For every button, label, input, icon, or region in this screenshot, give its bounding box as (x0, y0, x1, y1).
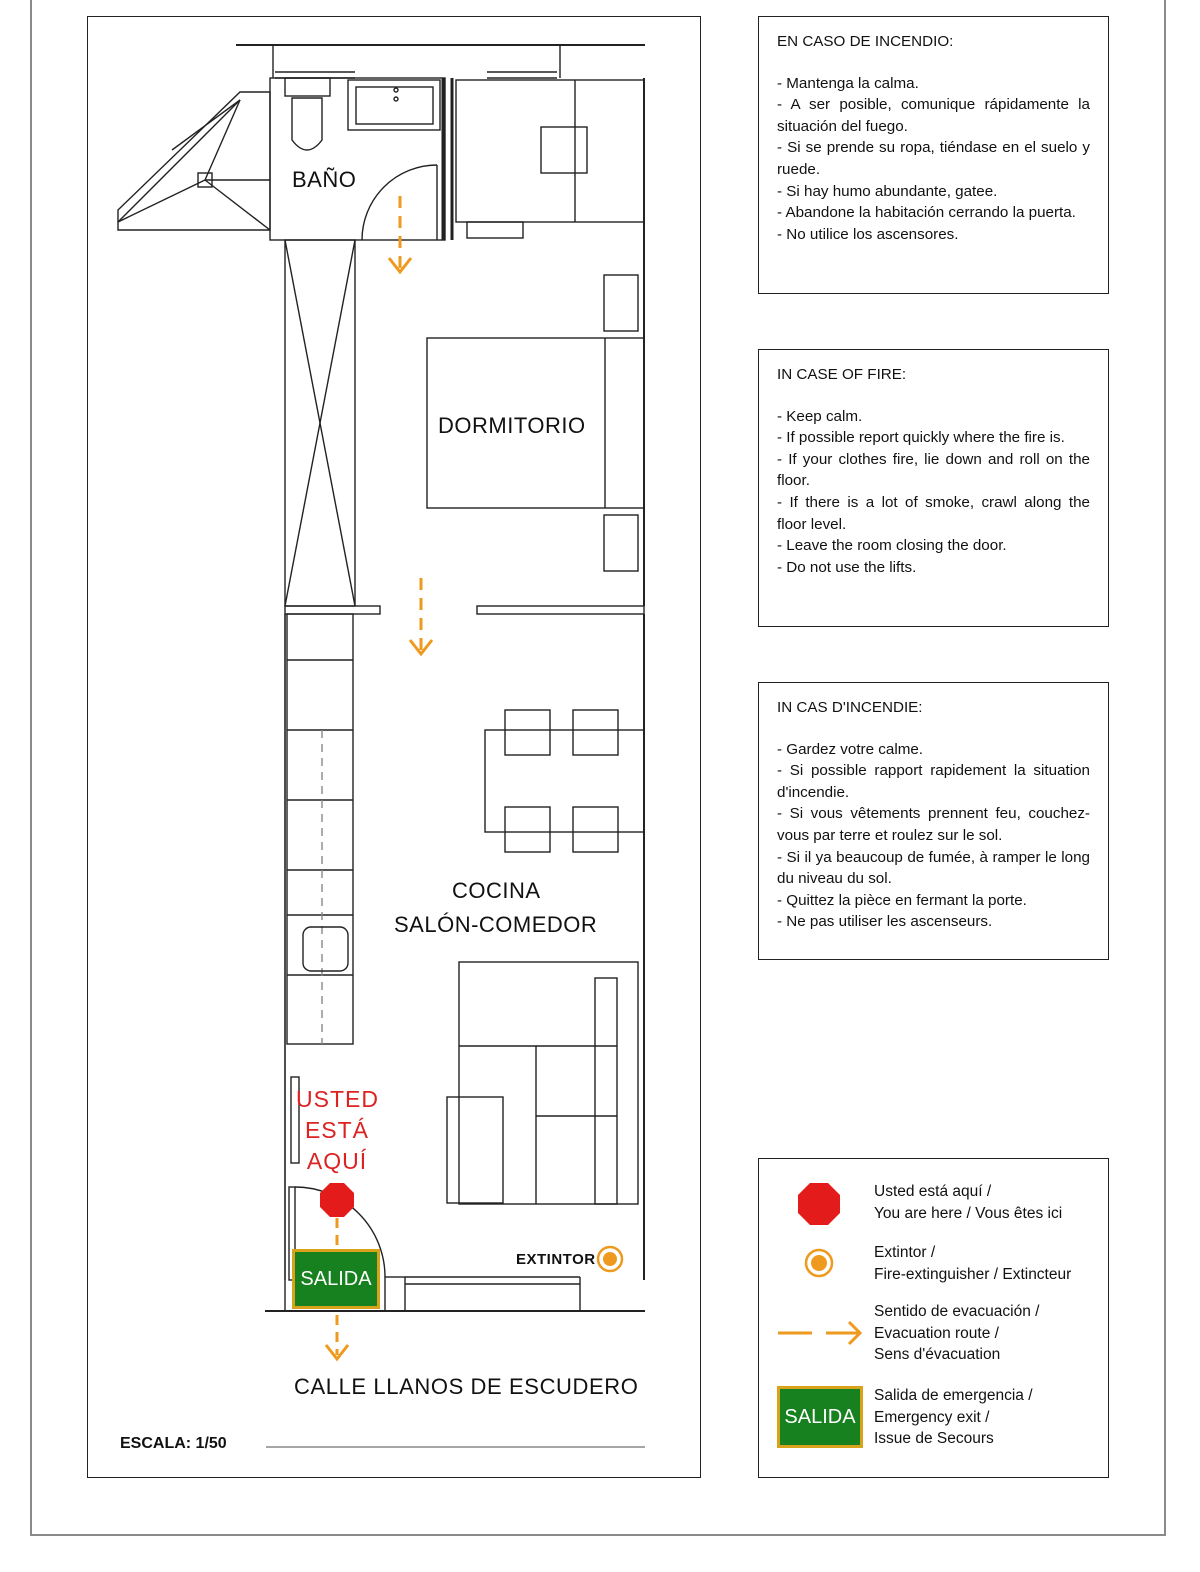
instruction-item: - Si possible rapport rapidement la situation d'incendie. (777, 762, 1090, 801)
instruction-item: - Si hay humo abundante, gatee. (777, 182, 998, 200)
legend-line: Evacuation route / (874, 1324, 999, 1342)
legend-line: Salida de emergencia / (874, 1387, 1033, 1404)
you-are-here-label (296, 1084, 378, 1177)
extinguisher-label: EXTINTOR (516, 1251, 596, 1268)
legend-exit-text (874, 1385, 1033, 1450)
instruction-item: - If there is a lot of smoke, crawl along the floor level. (777, 493, 1090, 533)
legend-line: You are here / Vous êtes ici (874, 1204, 1063, 1222)
legend-line: Usted está aquí / (874, 1183, 992, 1200)
instruction-item: - Quittez la pièce en fermant la porte. (777, 891, 1027, 909)
legend-line: Sens d'évacuation (874, 1346, 1001, 1363)
legend-line: Extintor / (874, 1244, 936, 1261)
instruction-item: - Keep calm. (777, 407, 863, 425)
instruction-item: - Gardez votre calme. (777, 740, 924, 758)
instruction-item: - If your clothes fire, lie down and roll on the floor. (777, 450, 1090, 490)
instructions-english (758, 349, 1109, 627)
legend-line: Fire-extinguisher / Extincteur (874, 1265, 1072, 1283)
legend-evacuation-text (874, 1301, 1039, 1366)
bedroom-label: DORMITORIO (438, 413, 586, 438)
instruction-item: - No utilice los ascensores. (777, 225, 959, 243)
instructions-french (758, 682, 1109, 960)
instruction-item: - Mantenga la calma. (777, 74, 919, 92)
instruction-item: - Si il ya beaucoup de fumée, à ramper le long du niveau du sol. (777, 848, 1090, 888)
instruction-item: - Do not use the lifts. (777, 558, 917, 576)
instructions-title: EN CASO DE INCENDIO: (777, 33, 954, 50)
extinguisher-icon (598, 1247, 622, 1271)
you-here-line3: AQUÍ (306, 1148, 368, 1174)
kitchen-label: COCINA (452, 878, 541, 903)
exit-sign: SALIDA (292, 1249, 380, 1309)
legend-line: Issue de Secours (874, 1430, 994, 1447)
instructions-spanish (758, 16, 1109, 294)
instructions-title: IN CASE OF FIRE: (777, 366, 907, 383)
instruction-item: - A ser posible, comunique rápidamente la situación del fuego. (777, 96, 1090, 135)
you-are-here-marker (320, 1183, 354, 1217)
legend-line: Emergency exit / (874, 1408, 990, 1426)
instruction-item: - Abandone la habitación cerrando la puerta. (777, 204, 1076, 222)
instruction-item: - If possible report quickly where the fire is. (777, 429, 1065, 447)
bathroom-label: BAÑO (292, 167, 357, 192)
legend-extinguisher-text (874, 1242, 1071, 1285)
you-here-line1: USTED (296, 1086, 379, 1112)
instruction-item: - Leave the room closing the door. (777, 537, 1007, 555)
legend-you-here-text (874, 1181, 1062, 1224)
legend-exit-sign: SALIDA (777, 1386, 863, 1448)
legend-line: Sentido de evacuación / (874, 1303, 1040, 1320)
legend-box (758, 1158, 1109, 1478)
instruction-item: - Ne pas utiliser les ascenseurs. (777, 913, 993, 931)
you-here-line2: ESTÁ (304, 1117, 370, 1143)
street-name: CALLE LLANOS DE ESCUDERO (294, 1374, 639, 1399)
living-dining-label: SALÓN-COMEDOR (394, 912, 598, 937)
scale-label: ESCALA: 1/50 (120, 1435, 227, 1452)
instruction-item: - Si se prende su ropa, tiéndase en el suelo y ruede. (777, 139, 1090, 178)
instruction-item: - Si vous vêtements prennent feu, couchez-vous par terre et roulez sur le sol. (777, 805, 1090, 844)
instructions-title: IN CAS D'INCENDIE: (777, 699, 923, 716)
